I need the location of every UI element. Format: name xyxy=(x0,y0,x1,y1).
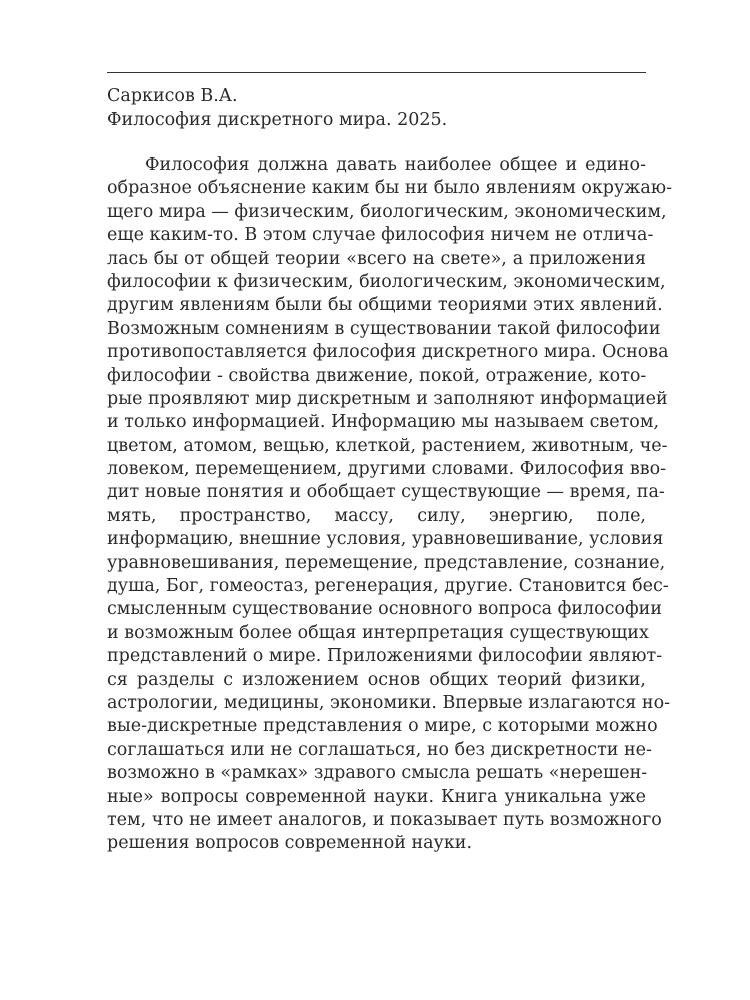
text-line: тем, что не имеет аналогов, и показывает путь возможного xyxy=(107,809,662,830)
book-title: Философия дискретного мира. 2025. xyxy=(107,110,448,130)
text-line: противопоставляется философия дискретного мира. Основа xyxy=(107,342,669,363)
text-line: лась бы от общей теории «всего на свете», а приложения xyxy=(107,248,646,269)
header xyxy=(107,84,646,132)
top-rule xyxy=(107,72,646,73)
text-line: смысленным существование основного вопроса философии xyxy=(107,599,662,620)
text-line: представлений о мире. Приложениями философии являют- xyxy=(107,646,663,667)
text-line: решения вопросов современной науки. xyxy=(107,833,473,854)
text-line: ные» вопросы современной науки. Книга уникальна уже xyxy=(107,786,646,807)
text-line: философии - свойства движение, покой, отражение, кото- xyxy=(107,365,647,386)
text-line: рые проявляют мир дискретным и заполняют информацией xyxy=(107,388,668,409)
text-line: Философия должна давать наиболее общее и едино- xyxy=(145,155,646,175)
text-line: душа, Бог, гомеостаз, регенерация, другие. Становится бес- xyxy=(107,576,669,597)
text-line: ся разделы с изложением основ общих теорий физики, xyxy=(107,669,646,690)
text-line: цветом, атомом, вещью, клеткой, растением, животным, че- xyxy=(107,435,668,456)
text-line: дит новые понятия и обобщает существующие — время, па- xyxy=(107,482,665,503)
text-line: вые-дискретные представления о мире, с которыми можно xyxy=(107,716,658,737)
text-line: образное объяснение каким бы ни было явлениям окружаю- xyxy=(107,178,672,199)
text-line: мять, пространство, массу, силу, энергию, поле, xyxy=(107,505,646,526)
text-line: информацию, внешние условия, уравновешивание, условия xyxy=(107,529,664,550)
text-line: философии к физическим, биологическим, экономическим, xyxy=(107,271,666,292)
text-line: соглашаться или не соглашаться, но без дискретности не- xyxy=(107,739,652,760)
author-name: Саркисов В.А. xyxy=(107,86,238,106)
text-line: и возможным более общая интерпретация существующих xyxy=(107,622,649,643)
text-line: щего мира — физическим, биологическим, экономическим, xyxy=(107,201,667,222)
text-line: ловеком, перемещением, другими словами. Философия вво- xyxy=(107,459,667,480)
text-line: астрологии, медицины, экономики. Впервые излагаются но- xyxy=(107,692,671,713)
text-line: еще каким-то. В этом случае философия ничем не отлича- xyxy=(107,225,654,246)
text-line: Возможным сомнениям в существовании такой философии xyxy=(107,318,661,339)
text-line: возможно в «рамках» здравого смысла решать «нерешен- xyxy=(107,763,648,784)
text-line: другим явлениям были бы общими теориями этих явлений. xyxy=(107,295,663,316)
text-line: уравновешивания, перемещение, представление, сознание, xyxy=(107,552,666,573)
abstract-paragraph xyxy=(107,154,672,856)
text-line: и только информацией. Информацию мы называем светом, xyxy=(107,412,660,433)
